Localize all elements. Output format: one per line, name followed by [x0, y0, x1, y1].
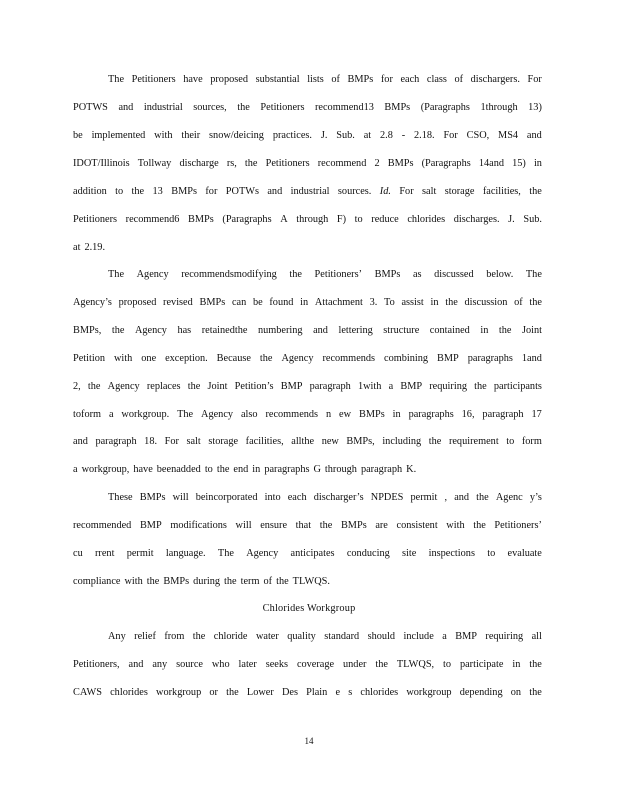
- text-line: The Petitioners have proposed substantial lists of BMPs for each class of dischargers. For: [108, 74, 542, 85]
- text-line: Petitioners recommend6 BMPs (Paragraphs A through F) to reduce chlorides discharges. J. Sub.: [73, 214, 542, 225]
- text-line: IDOT/Illinois Tollway discharge rs, the Petitioners recommend 2 BMPs (Paragraphs 14and 15) in: [73, 158, 542, 169]
- text-line: and paragraph 18. For salt storage facilities, allthe new BMPs, including the requirement to form: [73, 436, 542, 447]
- text-line: CAWS chlorides workgroup or the Lower Des Plain e s chlorides workgroup depending on the: [73, 687, 542, 698]
- text-line: Agency’s proposed revised BMPs can be found in Attachment 3. To assist in the discussion of the: [73, 297, 542, 308]
- text-line: recommended BMP modifications will ensure that the BMPs are consistent with the Petitioners’: [73, 520, 542, 531]
- text-line: addition to the 13 BMPs for POTWs and industrial sources. Id. For salt storage facilities, the: [73, 186, 542, 197]
- text-line: BMPs, the Agency has retainedthe numbering and lettering structure contained in the Joint: [73, 325, 542, 336]
- text-line: The Agency recommendsmodifying the Petitioners’ BMPs as discussed below. The: [108, 269, 542, 280]
- text-line: Any relief from the chloride water quality standard should include a BMP requiring all: [108, 631, 542, 642]
- text-line: Petition with one exception. Because the Agency recommends combining BMP paragraphs 1and: [73, 353, 542, 364]
- text-line: These BMPs will beincorporated into each discharger’s NPDES permit , and the Agenc y’s: [108, 492, 542, 503]
- section-heading: Chlorides Workgroup: [262, 603, 356, 614]
- text-line: compliance with the BMPs during the term of the TLWQS.: [73, 576, 330, 587]
- page-number: 14: [304, 736, 314, 746]
- text-line: cu rrent permit language. The Agency anticipates conducing site inspections to evaluate: [73, 548, 542, 559]
- text-line: be implemented with their snow/deicing practices. J. Sub. at 2.8 - 2.18. For CSO, MS4 and: [73, 130, 542, 141]
- text-line: Petitioners, and any source who later seeks coverage under the TLWQS, to participate in the: [73, 659, 542, 670]
- text-line: 2, the Agency replaces the Joint Petition’s BMP paragraph 1with a BMP requiring the participants: [73, 381, 542, 392]
- text-line: toform a workgroup. The Agency also recommends n ew BMPs in paragraphs 16, paragraph 17: [73, 409, 542, 420]
- text-line: at 2.19.: [73, 242, 106, 253]
- text-line: POTWS and industrial sources, the Petitioners recommend13 BMPs (Paragraphs 1through 13): [73, 102, 542, 113]
- text-line: a workgroup, have beenadded to the end in paragraphs G through paragraph K.: [73, 464, 417, 475]
